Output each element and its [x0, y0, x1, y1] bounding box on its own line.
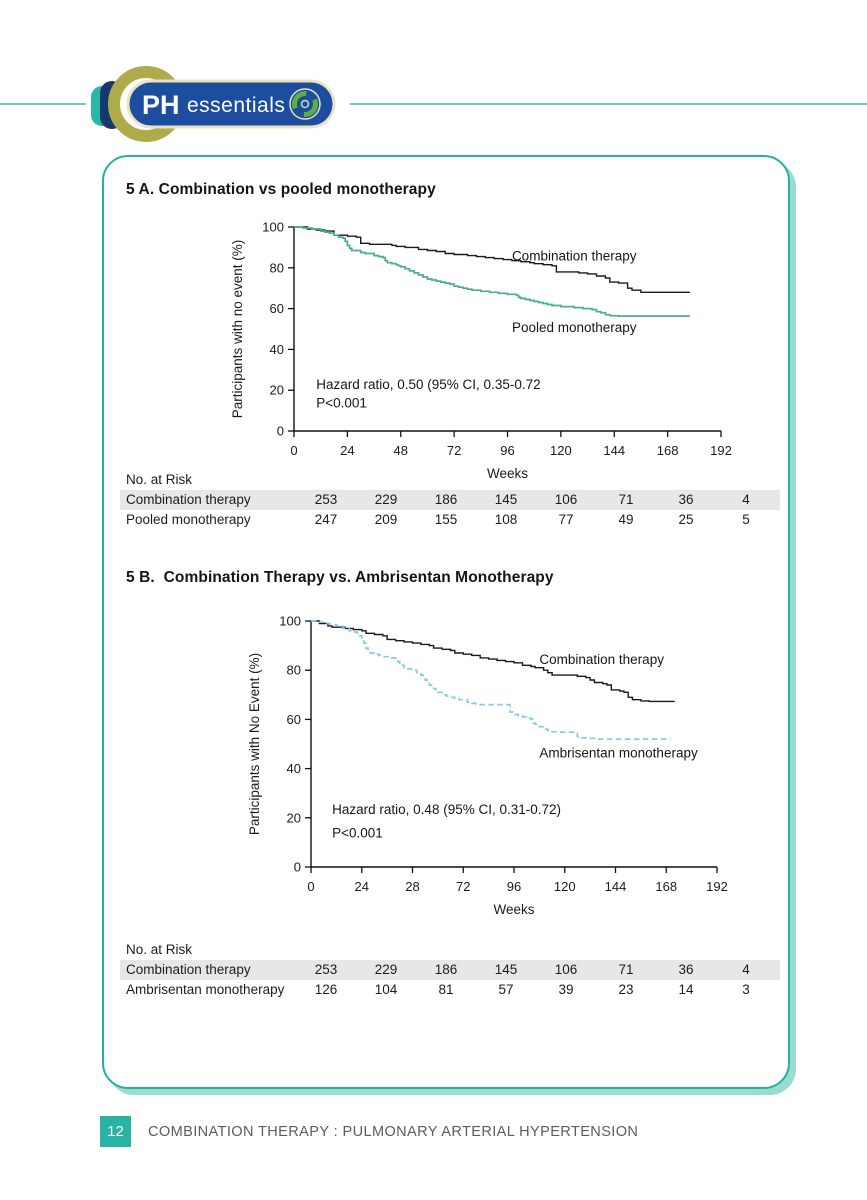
header-divider-right — [350, 103, 867, 105]
x-tick-label: 0 — [290, 443, 298, 458]
y-tick-label: 0 — [293, 859, 301, 875]
risk-value-cell: 108 — [494, 512, 518, 527]
annotation-text: Hazard ratio, 0.50 (95% CI, 0.35-0.72 — [316, 377, 541, 393]
risk-value-cell: 104 — [374, 982, 398, 997]
footer-title: COMBINATION THERAPY : PULMONARY ARTERIAL HYPERTENSION — [148, 1123, 639, 1140]
y-tick-label: 40 — [286, 761, 301, 777]
risk-table-row — [120, 980, 780, 1000]
risk-value-cell: 4 — [742, 962, 750, 977]
series-label: Combination therapy — [539, 652, 664, 668]
risk-value-cell: 186 — [434, 492, 458, 507]
risk-value-cell: 23 — [618, 982, 634, 997]
risk-value-cell: 71 — [618, 492, 634, 507]
risk-value-cell: 3 — [742, 982, 750, 997]
y-tick-label: 100 — [262, 219, 284, 235]
series-label: Ambrisentan monotherapy — [539, 745, 698, 761]
logo-essentials-text: essentials — [187, 94, 286, 117]
risk-value-cell: 77 — [558, 512, 574, 527]
risk-table-header: No. at Risk — [126, 942, 193, 957]
annotation-text: Hazard ratio, 0.48 (95% CI, 0.31-0.72) — [332, 802, 562, 818]
x-tick-label: 24 — [340, 443, 355, 458]
risk-table-row — [120, 490, 780, 510]
series-label: Pooled monotherapy — [511, 320, 637, 336]
y-axis-label: Participants with No Event (%) — [247, 652, 262, 836]
x-tick-label: 72 — [456, 879, 471, 894]
x-tick-label: 72 — [446, 443, 462, 458]
y-tick-label: 80 — [269, 260, 284, 276]
risk-value-cell: 25 — [678, 512, 694, 527]
chart-a-title: 5 A. Combination vs pooled monotherapy — [126, 181, 436, 198]
x-tick-label: 192 — [706, 879, 728, 894]
x-tick-label: 168 — [656, 443, 679, 458]
x-tick-label: 168 — [655, 879, 678, 894]
risk-table-row — [120, 510, 780, 530]
risk-value-cell: 5 — [742, 512, 750, 527]
risk-value-cell: 126 — [314, 982, 338, 997]
y-tick-label: 60 — [269, 301, 284, 317]
risk-value-cell: 39 — [558, 982, 574, 997]
risk-value-cell: 145 — [494, 492, 518, 507]
x-tick-label: 48 — [393, 443, 408, 458]
risk-value-cell: 106 — [554, 962, 578, 977]
risk-value-cell: 106 — [554, 492, 578, 507]
risk-row-label: Pooled monotherapy — [126, 512, 251, 527]
y-axis-label: Participants with no event (%) — [230, 239, 245, 419]
x-tick-label: 96 — [506, 879, 522, 894]
risk-table-header: No. at Risk — [126, 472, 193, 487]
risk-value-cell: 4 — [742, 492, 750, 507]
ph-essentials-logo — [86, 62, 366, 146]
y-tick-label: 80 — [286, 662, 301, 678]
x-tick-label: 0 — [307, 879, 315, 894]
risk-row-label: Combination therapy — [126, 492, 251, 507]
risk-row-label: Ambrisentan monotherapy — [126, 982, 285, 997]
x-tick-label: 96 — [500, 443, 515, 458]
risk-value-cell: 49 — [618, 512, 634, 527]
y-tick-label: 20 — [286, 810, 301, 826]
annotation-text: P<0.001 — [332, 825, 383, 841]
risk-value-cell: 253 — [314, 492, 338, 507]
risk-value-cell: 253 — [314, 962, 338, 977]
x-axis-label: Weeks — [486, 466, 529, 481]
risk-value-cell: 36 — [678, 492, 694, 507]
risk-value-cell: 247 — [314, 512, 338, 527]
x-tick-label: 120 — [553, 879, 576, 894]
risk-value-cell: 229 — [374, 962, 398, 977]
risk-value-cell: 57 — [498, 982, 514, 997]
page-footer — [100, 1116, 653, 1147]
risk-table-b — [120, 939, 780, 1000]
risk-value-cell: 155 — [434, 512, 458, 527]
header-divider-left — [0, 103, 86, 105]
y-tick-label: 0 — [276, 423, 284, 439]
figure-card — [102, 155, 790, 1089]
series-label: Combination therapy — [511, 248, 637, 264]
series-pooled-monotherapy — [294, 227, 690, 316]
km-chart-combination-vs-ambrisentan — [212, 600, 812, 935]
risk-row-label: Combination therapy — [126, 962, 251, 977]
km-chart-combination-vs-pooled — [212, 205, 812, 483]
chart-b-title: 5 B. Combination Therapy vs. Ambrisentan Monotherapy — [126, 569, 554, 586]
x-axis-label: Weeks — [493, 902, 535, 917]
annotation-text: P<0.001 — [316, 395, 367, 411]
x-tick-label: 144 — [604, 879, 627, 894]
risk-value-cell: 14 — [678, 982, 694, 997]
risk-value-cell: 71 — [618, 962, 634, 977]
x-tick-label: 24 — [354, 879, 369, 894]
y-tick-label: 20 — [269, 382, 284, 398]
risk-value-cell: 36 — [678, 962, 694, 977]
risk-value-cell: 209 — [374, 512, 398, 527]
y-tick-label: 100 — [279, 613, 301, 629]
logo-ph-text: PH — [142, 90, 180, 120]
series-ambrisentan-monotherapy — [311, 621, 671, 739]
y-tick-label: 60 — [286, 711, 301, 727]
risk-value-cell: 186 — [434, 962, 458, 977]
risk-value-cell: 229 — [374, 492, 398, 507]
page-number-badge: 12 — [100, 1116, 131, 1147]
x-tick-label: 28 — [405, 879, 420, 894]
x-tick-label: 120 — [550, 443, 572, 458]
risk-table-row — [120, 960, 780, 980]
risk-table-a — [120, 469, 780, 530]
x-tick-label: 192 — [710, 443, 732, 458]
risk-value-cell: 81 — [438, 982, 454, 997]
y-tick-label: 40 — [269, 341, 284, 357]
x-tick-label: 144 — [603, 443, 626, 458]
risk-value-cell: 145 — [494, 962, 518, 977]
